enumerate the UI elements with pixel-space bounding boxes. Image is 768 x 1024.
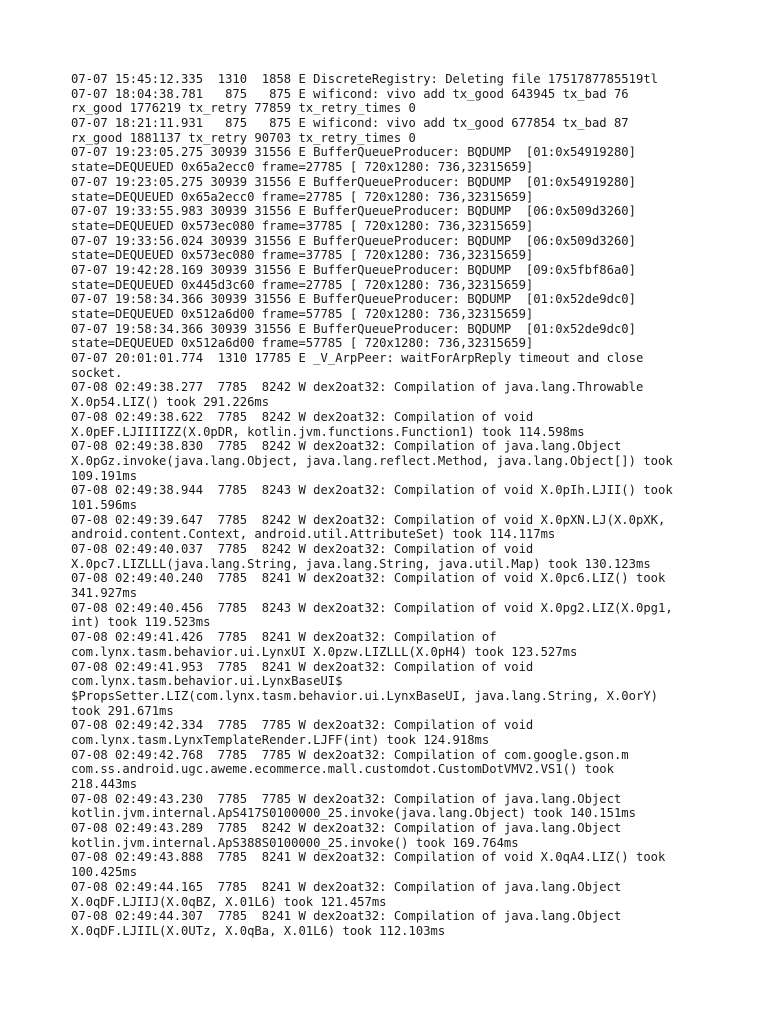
log-line: com.ss.android.ugc.aweme.ecommerce.mall.customdot.CustomDotVMV2.VS1() took [71,762,614,777]
log-line: X.0pc7.LIZLLL(java.lang.String, java.lang.String, java.util.Map) took 130.123ms [71,556,651,571]
log-line: 07-08 02:49:38.277 7785 8242 W dex2oat32: Compilation of java.lang.Throwable [71,380,644,395]
log-line: int) took 119.523ms [71,615,211,630]
log-line: android.content.Context, android.util.AttributeSet) took 114.117ms [71,527,556,542]
log-line: 341.927ms [71,586,138,601]
log-line: socket. [71,365,123,380]
log-line: X.0qDF.LJIIL(X.0UTz, X.0qBa, X.01L6) took 112.103ms [71,923,446,938]
log-line: 07-07 19:33:55.983 30939 31556 E BufferQueueProducer: BQDUMP [06:0x509d3260] [71,204,636,219]
log-line: state=DEQUEUED 0x512a6d00 frame=57785 [ 720x1280: 736,32315659] [71,307,534,321]
log-line: 07-08 02:49:42.768 7785 7785 W dex2oat32: Compilation of com.google.gson.m [71,747,629,762]
log-line: state=DEQUEUED 0x65a2ecc0 frame=27785 [ 720x1280: 736,32315659] [71,189,534,204]
log-line: 07-07 20:01:01.774 1310 17785 E _V_ArpPeer: waitForArpReply timeout and close [71,351,644,366]
log-line: rx_good 1776219 tx_retry 77859 tx_retry_times 0 [71,101,416,116]
log-line: 07-08 02:49:39.647 7785 8242 W dex2oat32: Compilation of void X.0pXN.LJ(X.0pXK, [71,512,666,527]
log-line: state=DEQUEUED 0x445d3c60 frame=27785 [ 720x1280: 736,32315659] [71,277,534,292]
log-line: 07-07 15:45:12.335 1310 1858 E DiscreteRegistry: Deleting file 1751787785519tl [71,72,658,86]
log-line: X.0p54.LIZ() took 291.226ms [71,395,270,410]
log-line: X.0pGz.invoke(java.lang.Object, java.lang.reflect.Method, java.lang.Object[]) took [71,453,673,468]
log-line: 07-08 02:49:44.165 7785 8241 W dex2oat32: Compilation of java.lang.Object [71,879,622,894]
log-line: rx_good 1881137 tx_retry 90703 tx_retry_times 0 [71,130,416,145]
log-line: 07-08 02:49:40.037 7785 8242 W dex2oat32: Compilation of void [71,542,534,556]
log-line: 07-08 02:49:38.944 7785 8243 W dex2oat32: Compilation of void X.0pIh.LJII() took [71,483,673,498]
log-line: 07-07 19:58:34.366 30939 31556 E BufferQueueProducer: BQDUMP [01:0x52de9dc0] [71,292,636,307]
log-line: 07-08 02:49:41.953 7785 8241 W dex2oat32: Compilation of void [71,659,534,674]
log-line: 07-08 02:49:38.830 7785 8242 W dex2oat32: Compilation of java.lang.Object [71,439,622,454]
log-line: 07-07 19:33:56.024 30939 31556 E BufferQueueProducer: BQDUMP [06:0x509d3260] [71,233,636,248]
log-line: 07-07 19:58:34.366 30939 31556 E BufferQueueProducer: BQDUMP [01:0x52de9dc0] [71,321,636,336]
log-line: 07-08 02:49:43.289 7785 8242 W dex2oat32: Compilation of java.lang.Object [71,821,622,836]
log-line: 109.191ms [71,468,138,483]
log-line: state=DEQUEUED 0x573ec080 frame=37785 [ 720x1280: 736,32315659] [71,218,534,233]
log-line: 07-08 02:49:43.230 7785 7785 W dex2oat32: Compilation of java.lang.Object [71,791,622,806]
log-line: 07-08 02:49:41.426 7785 8241 W dex2oat32: Compilation of [71,630,497,645]
log-line: 07-07 19:23:05.275 30939 31556 E BufferQueueProducer: BQDUMP [01:0x54919280] [71,145,636,160]
log-line: 07-08 02:49:40.240 7785 8241 W dex2oat32: Compilation of void X.0pc6.LIZ() took [71,571,666,586]
log-line: 07-08 02:49:42.334 7785 7785 W dex2oat32: Compilation of void [71,718,534,733]
log-line: com.lynx.tasm.LynxTemplateRender.LJFF(int) took 124.918ms [71,732,490,747]
log-line: 07-07 18:21:11.931 875 875 E wificond: vivo add tx_good 677854 tx_bad 87 [71,116,629,131]
log-line: 07-08 02:49:44.307 7785 8241 W dex2oat32: Compilation of java.lang.Object [71,909,622,924]
log-line: 101.596ms [71,497,138,512]
log-line: 07-08 02:49:38.622 7785 8242 W dex2oat32: Compilation of void [71,409,534,424]
log-text-block [71,72,711,939]
log-line: 100.425ms [71,865,138,880]
log-line: took 291.671ms [71,703,174,718]
log-line: 07-07 19:23:05.275 30939 31556 E BufferQueueProducer: BQDUMP [01:0x54919280] [71,174,636,189]
log-line: state=DEQUEUED 0x573ec080 frame=37785 [ 720x1280: 736,32315659] [71,248,534,263]
log-line: kotlin.jvm.internal.ApS417S0100000_25.invoke(java.lang.Object) took 140.151ms [71,806,636,821]
log-line: X.0pEF.LJIIIIZZ(X.0pDR, kotlin.jvm.functions.Function1) took 114.598ms [71,424,585,439]
log-line: state=DEQUEUED 0x65a2ecc0 frame=27785 [ 720x1280: 736,32315659] [71,160,534,175]
log-line: com.lynx.tasm.behavior.ui.LynxUI X.0pzw.LIZLLL(X.0pH4) took 123.527ms [71,644,578,659]
log-line: kotlin.jvm.internal.ApS388S0100000_25.invoke() took 169.764ms [71,835,519,850]
log-line: state=DEQUEUED 0x512a6d00 frame=57785 [ 720x1280: 736,32315659] [71,336,534,351]
log-line: com.lynx.tasm.behavior.ui.LynxBaseUI$ [71,674,343,689]
log-line: 218.443ms [71,777,138,791]
log-line: 07-07 19:42:28.169 30939 31556 E BufferQueueProducer: BQDUMP [09:0x5fbf86a0] [71,262,636,277]
log-line: 07-08 02:49:43.888 7785 8241 W dex2oat32: Compilation of void X.0qA4.LIZ() took [71,850,666,865]
log-line: $PropsSetter.LIZ(com.lynx.tasm.behavior.ui.LynxBaseUI, java.lang.String, X.0orY) [71,688,658,703]
log-line: 07-07 18:04:38.781 875 875 E wificond: vivo add tx_good 643945 tx_bad 76 [71,86,629,101]
log-line: X.0qDF.LJIIJ(X.0qBZ, X.01L6) took 121.457ms [71,894,387,909]
log-line: 07-08 02:49:40.456 7785 8243 W dex2oat32: Compilation of void X.0pg2.LIZ(X.0pg1, [71,600,673,615]
